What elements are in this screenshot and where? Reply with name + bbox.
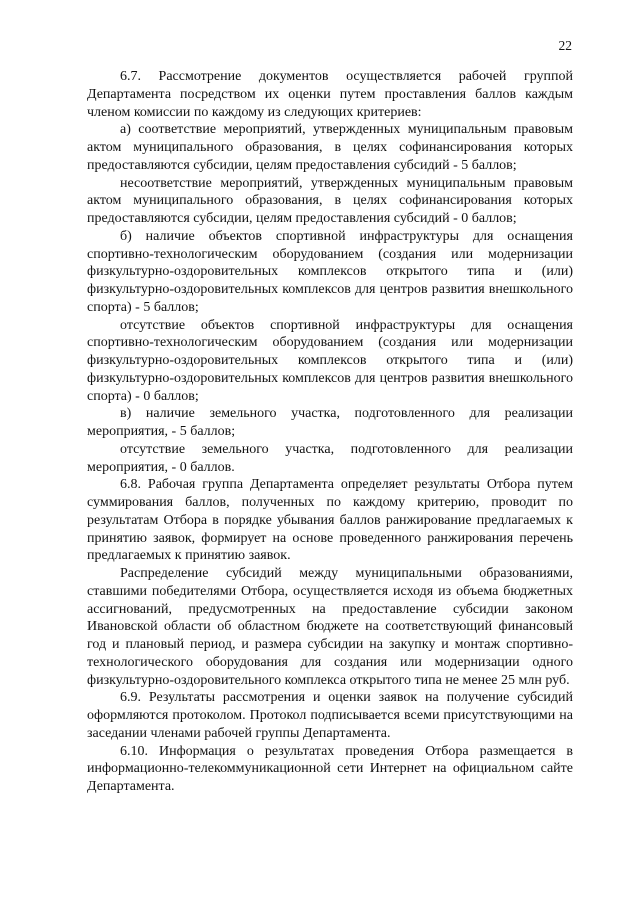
document-body	[87, 68, 573, 796]
paragraph-criterion-c-present: в) наличие земельного участка, подготовленного для реализации мероприятия, - 5 баллов;	[87, 406, 573, 439]
paragraph-criterion-a-match: а) соответствие мероприятий, утвержденных муниципальным правовым актом муниципального образования, в целях софинансирования которых предоставляются субсидии, целям предоставления субсидий - 5 баллов;	[87, 122, 573, 173]
paragraph-criterion-a-mismatch: несоответствие мероприятий, утвержденных муниципальным правовым актом муниципального образования, в целях софинансирования которых предоставляются субсидии, целям предоставления субсидий - 0 баллов;	[87, 175, 573, 226]
paragraph-6-7: 6.7. Рассмотрение документов осуществляется рабочей группой Департамента посредством их оценки путем проставления баллов каждым членом комиссии по каждому из следующих критериев:	[87, 69, 573, 120]
paragraph-criterion-b-absent: отсутствие объектов спортивной инфраструктуры для оснащения спортивно-технологическим оборудованием (создания или модернизации физкультурно-оздоровительных комплексов открытого типа и (или) физкультурно-оздоровительных комплексов для центров развития внешкольного спорта) - 0 баллов;	[87, 317, 573, 404]
page-number: 22	[558, 38, 572, 53]
paragraph-criterion-b-present: б) наличие объектов спортивной инфраструктуры для оснащения спортивно-технологическим оборудованием (создания или модернизации физкультурно-оздоровительных комплексов открытого типа и (или) физкультурно-оздоровительных комплексов для центров развития внешкольного спорта) - 5 баллов;	[87, 228, 573, 315]
paragraph-subsidy-distribution: Распределение субсидий между муниципальными образованиями, ставшими победителями Отбора, осуществляется исходя из объема бюджетных ассигнований, предусмотренных на предоставление субсидии законом Ивановской области об областном бюджете на соответствующий финансовый год и плановый период, и размера субсидии на закупку и монтаж спортивно-технологического оборудования для создания или модернизации одного физкультурно-оздоровительного комплекса открытого типа не менее 25 млн руб.	[87, 566, 573, 688]
paragraph-criterion-c-absent: отсутствие земельного участка, подготовленного для реализации мероприятия, - 0 баллов.	[87, 441, 573, 475]
paragraph-6-10: 6.10. Информация о результатах проведения Отбора размещается в информационно-телекоммуникационной сети Интернет на официальном сайте Департамента.	[87, 743, 573, 794]
paragraph-6-8: 6.8. Рабочая группа Департамента определяет результаты Отбора путем суммирования баллов, полученных по каждому критерию, проводит по результатам Отбора в порядке убывания баллов ранжирование предлагаемых к принятию заявок, формирует на основе проведенного ранжирования перечень предлагаемых к принятию заявок.	[87, 477, 573, 564]
paragraph-6-9: 6.9. Результаты рассмотрения и оценки заявок на получение субсидий оформляются протоколом. Протокол подписывается всеми присутствующими на заседании членами рабочей группы Департамента.	[87, 690, 573, 741]
